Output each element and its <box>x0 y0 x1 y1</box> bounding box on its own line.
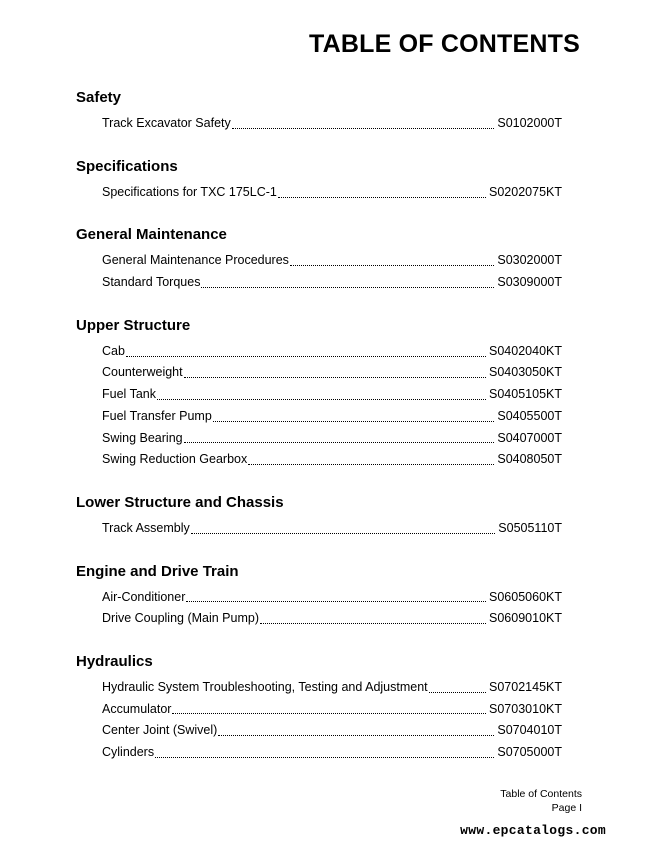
section-heading: Engine and Drive Train <box>76 562 239 580</box>
toc-section-upper-structure <box>76 316 562 471</box>
entry-title: Swing Bearing <box>102 430 183 445</box>
entry-code: S0408050T <box>497 452 562 467</box>
entry-code: S0703010KT <box>489 701 562 716</box>
entry-code: S0704010T <box>497 723 562 738</box>
entry-code: S0405105KT <box>489 387 562 402</box>
footer-section-name: Table of Contents <box>500 788 582 800</box>
dot-leader <box>191 532 496 534</box>
toc-section-specifications <box>76 157 562 204</box>
table-of-contents <box>76 88 562 786</box>
entry-title: Swing Reduction Gearbox <box>102 452 248 467</box>
section-heading: General Maintenance <box>76 226 227 244</box>
dot-leader <box>201 286 494 288</box>
toc-entry <box>76 608 562 630</box>
entry-code: S0605060KT <box>489 589 562 604</box>
dot-leader <box>155 756 494 758</box>
entry-title: Cylinders <box>102 745 155 759</box>
entry-title: Air-Conditioner <box>102 589 186 604</box>
dot-leader <box>126 355 486 357</box>
entry-title: Fuel Tank <box>102 387 156 402</box>
page-title: TABLE OF CONTENTS <box>309 30 580 58</box>
entry-code: S0202075KT <box>489 184 562 199</box>
toc-entry <box>76 341 562 363</box>
entry-code: S0505110T <box>498 520 562 535</box>
entry-title: Hydraulic System Troubleshooting, Testing and Adjustment <box>102 679 428 694</box>
entry-code: S0102000T <box>497 116 562 130</box>
dot-leader <box>213 420 495 422</box>
entry-code: S0405500T <box>497 408 562 423</box>
toc-entry <box>76 449 562 471</box>
dot-leader <box>218 734 494 736</box>
toc-entry <box>76 384 562 406</box>
dot-leader <box>248 463 494 465</box>
dot-leader <box>186 600 486 602</box>
toc-section-safety <box>76 88 562 135</box>
entry-title: Accumulator <box>102 701 172 716</box>
dot-leader <box>172 712 486 714</box>
entry-code: S0609010KT <box>489 611 562 626</box>
dot-leader <box>184 441 495 443</box>
toc-entry <box>76 113 562 135</box>
entry-title: Fuel Transfer Pump <box>102 408 212 423</box>
entry-code: S0403050KT <box>489 365 562 380</box>
entry-title: Track Assembly <box>102 520 190 535</box>
entry-title: Specifications for TXC 175LC-1 <box>102 184 277 199</box>
toc-section-hydraulics <box>76 652 562 764</box>
entry-title: Standard Torques <box>102 275 201 290</box>
entry-title: Counterweight <box>102 365 183 380</box>
toc-entry <box>76 720 562 742</box>
section-heading: Hydraulics <box>76 652 153 670</box>
toc-section-engine-drive-train <box>76 562 562 630</box>
entry-title: Drive Coupling (Main Pump) <box>102 611 260 626</box>
entry-code: S0309000T <box>497 275 562 290</box>
toc-entry <box>76 677 562 699</box>
entry-code: S0407000T <box>497 430 562 445</box>
toc-entry <box>76 362 562 384</box>
entry-title: General Maintenance Procedures <box>102 253 289 268</box>
section-heading: Specifications <box>76 157 178 175</box>
footer-page-number: Page I <box>551 801 582 814</box>
entry-code: S0705000T <box>497 745 562 759</box>
dot-leader <box>429 691 486 693</box>
toc-entry <box>76 699 562 721</box>
toc-section-lower-structure <box>76 493 562 540</box>
page-footer <box>500 788 582 815</box>
entry-title: Track Excavator Safety <box>102 116 231 130</box>
toc-entry <box>76 742 562 764</box>
toc-section-general-maintenance <box>76 225 562 293</box>
toc-entry <box>76 518 562 540</box>
entry-title: Cab <box>102 343 125 358</box>
toc-entry <box>76 182 562 204</box>
dot-leader <box>278 196 486 198</box>
entry-code: S0402040KT <box>489 343 562 358</box>
section-heading: Upper Structure <box>76 316 191 334</box>
toc-entry <box>76 250 562 272</box>
toc-entry <box>76 587 562 609</box>
section-heading: Safety <box>76 89 122 106</box>
toc-entry <box>76 272 562 294</box>
entry-title: Center Joint (Swivel) <box>102 723 218 738</box>
section-heading: Lower Structure and Chassis <box>76 493 284 511</box>
entry-code: S0302000T <box>497 253 562 268</box>
dot-leader <box>290 264 494 266</box>
dot-leader <box>157 398 486 400</box>
dot-leader <box>260 622 486 624</box>
dot-leader <box>232 127 495 129</box>
toc-entry <box>76 428 562 450</box>
toc-entry <box>76 406 562 428</box>
watermark-url: www.epcatalogs.com <box>460 823 606 838</box>
dot-leader <box>184 376 486 378</box>
entry-code: S0702145KT <box>489 679 562 694</box>
